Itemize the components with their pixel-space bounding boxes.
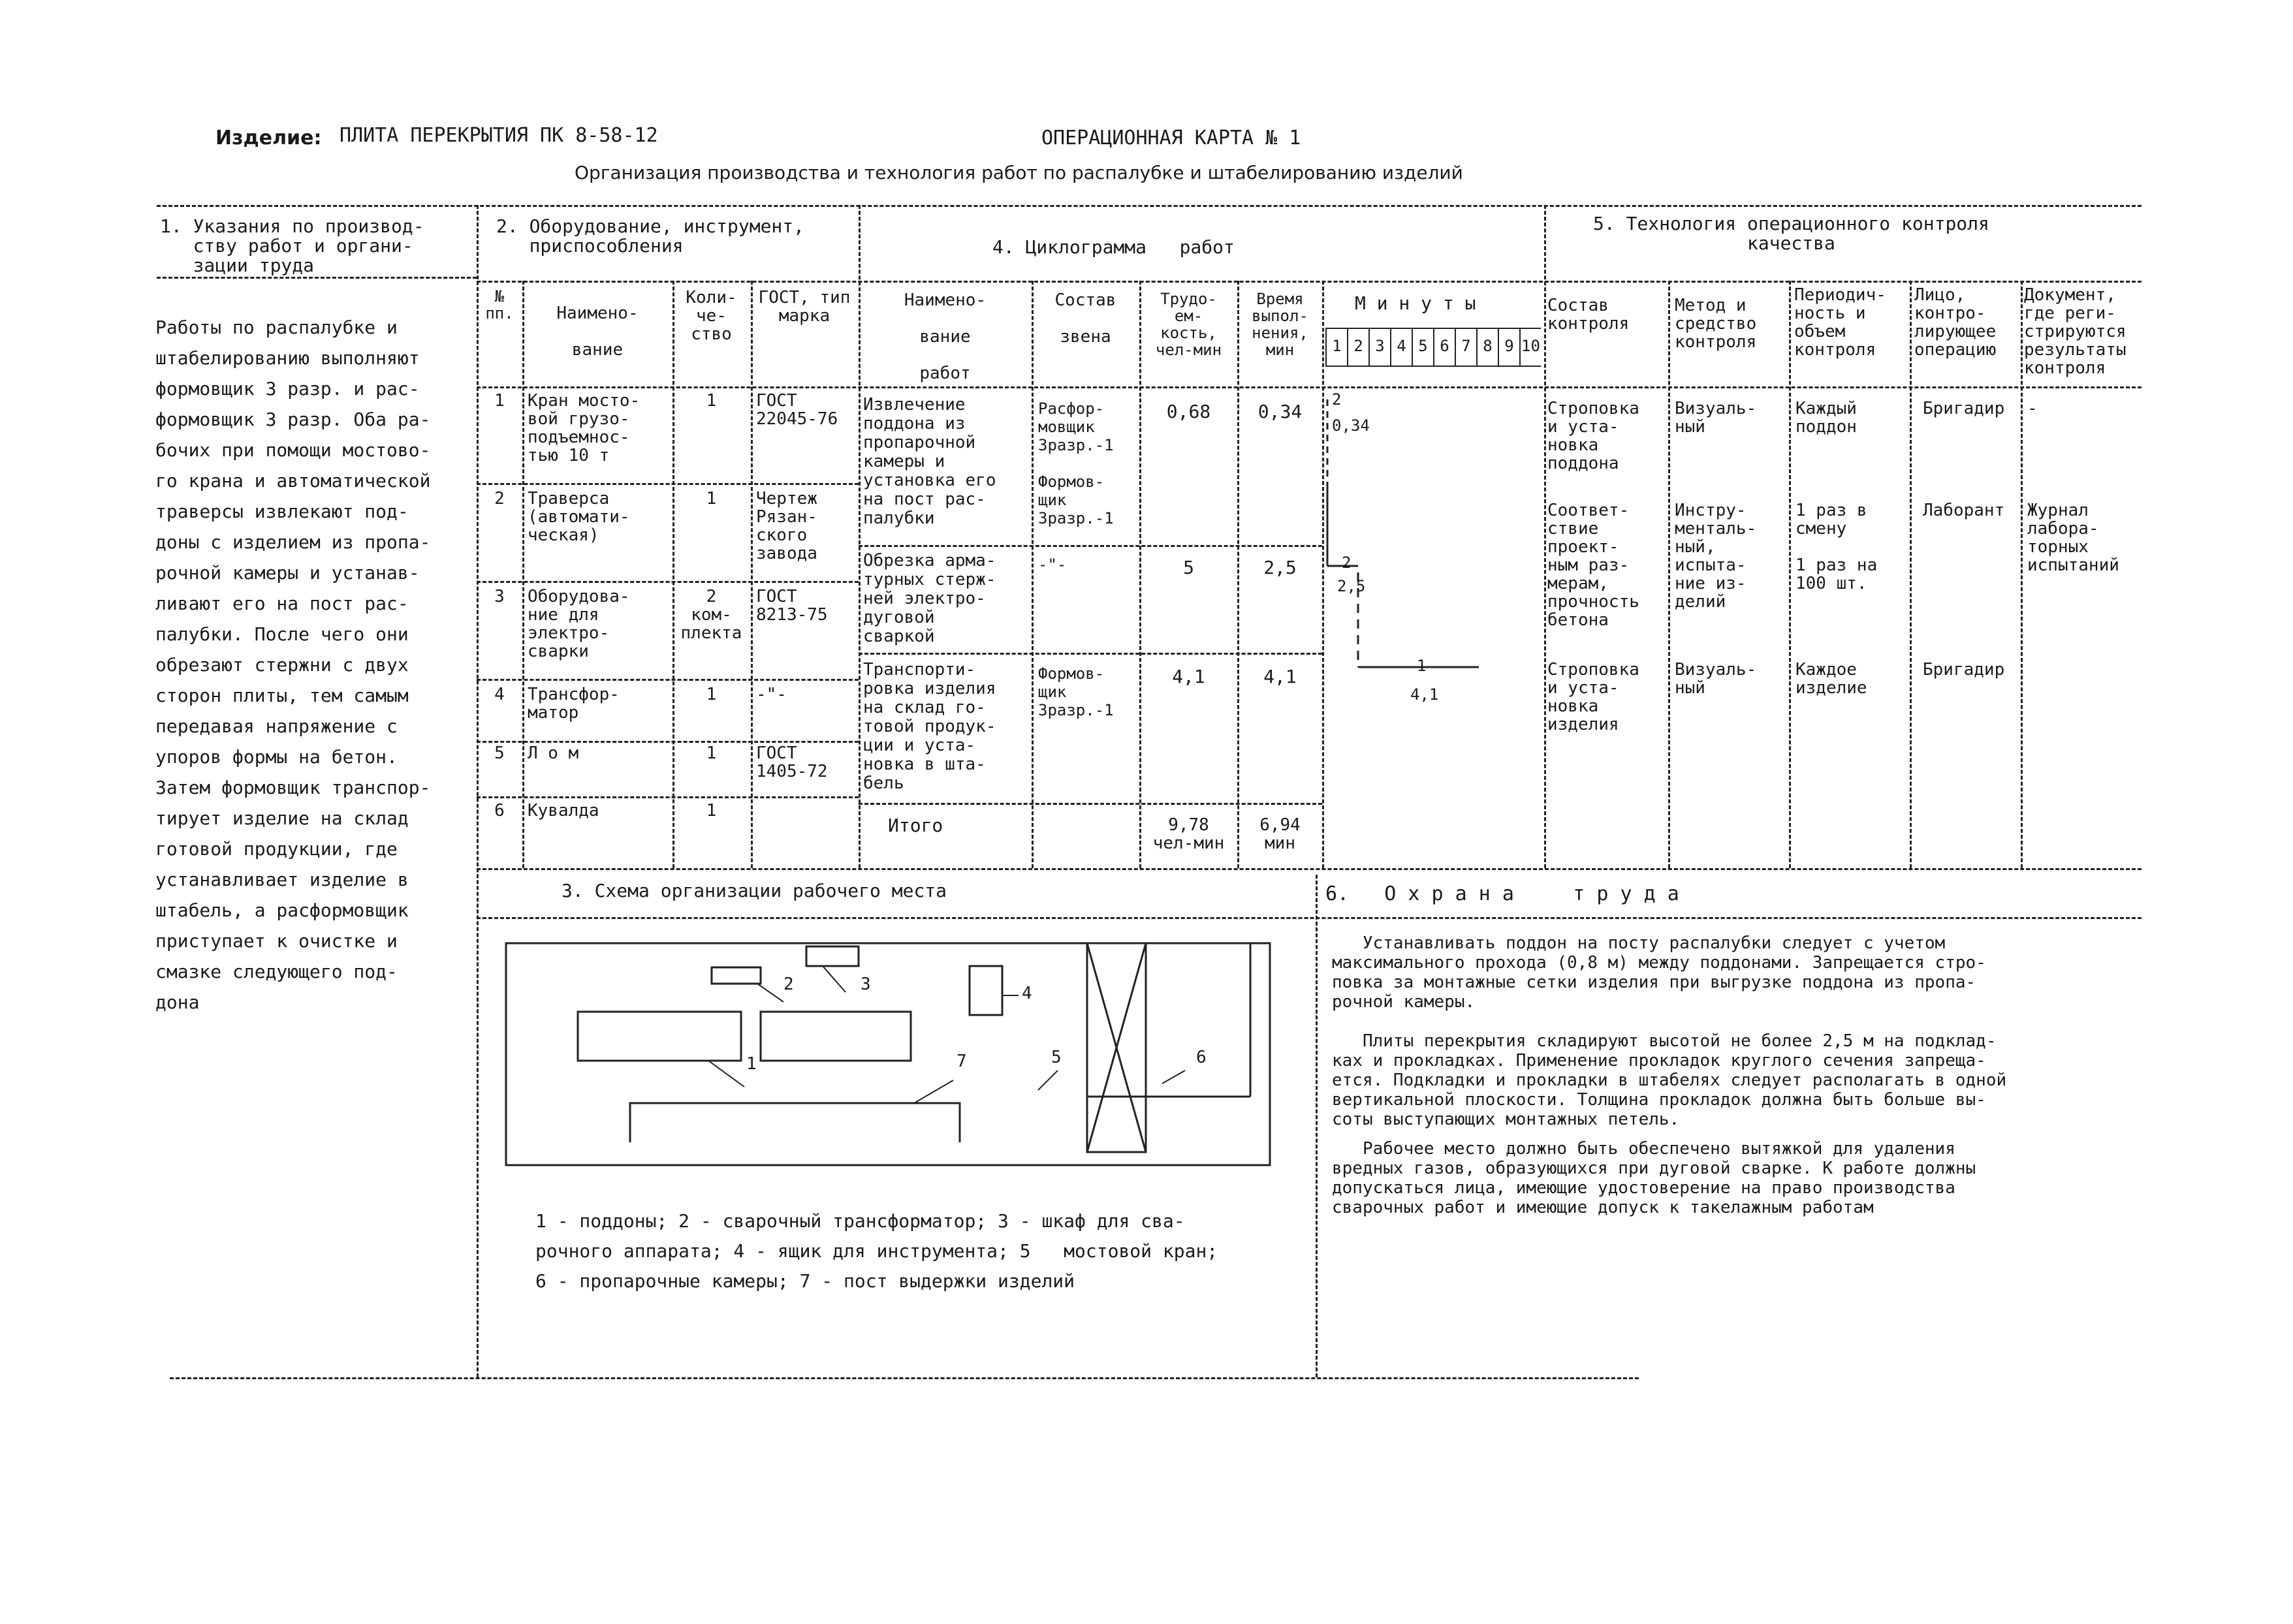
scheme-label-2: 2 xyxy=(783,975,794,994)
cyclo-row-labor: 5 xyxy=(1183,557,1194,578)
frame-bottom-line xyxy=(170,1377,1639,1379)
minute-tick: 2 xyxy=(1347,329,1368,366)
equip-row-divider xyxy=(477,796,859,798)
equip-row-num: 3 xyxy=(494,587,505,606)
cyclo-bar-3-duration: 4,1 xyxy=(1410,685,1439,704)
workplace-scheme xyxy=(483,920,1312,1377)
cyclo-row-labor: 4,1 xyxy=(1172,666,1205,687)
cyclo-row-time: 4,1 xyxy=(1263,666,1297,687)
minute-tick: 6 xyxy=(1433,329,1455,366)
cyclo-row-team: Формов- щик 3разр.-1 xyxy=(1038,664,1114,719)
equip-header-num: № пп. xyxy=(485,287,514,322)
minute-tick: 5 xyxy=(1412,329,1433,366)
quality-row-who: Бригадир xyxy=(1923,399,2005,418)
quality-row-period: Каждое изделие xyxy=(1795,660,1867,698)
quality-row-what: Соответ- ствие проект- ным раз- мерам, прочность бетона xyxy=(1547,501,1639,631)
product-label: Изделие: xyxy=(215,127,322,149)
card-title: ОПЕРАЦИОННАЯ КАРТА № 1 xyxy=(1041,127,1301,149)
minute-tick: 1 xyxy=(1325,329,1347,366)
quality-row-what: Строповка и уста- новка поддона xyxy=(1547,399,1639,474)
cyclo-total-labor: 9,78 чел-мин xyxy=(1152,815,1225,854)
frame-divider-s2 xyxy=(859,205,861,868)
equip-row-qty: 1 xyxy=(706,685,717,704)
quality-col-divider xyxy=(1668,281,1670,868)
cyclo-row-name: Обрезка арма- турных стерж- ней электро- дуговой сваркой xyxy=(863,551,996,646)
quality-header-period: Периодич- ность и объем контроля xyxy=(1794,285,1886,360)
quality-row-who: Лаборант xyxy=(1923,501,2005,520)
cyclo-row-divider xyxy=(859,803,1322,805)
cyclo-row-labor: 0,68 xyxy=(1166,401,1211,422)
safety-paragraph-3: Рабочее место должно быть обеспечено вытяжкой для удаления вредных газов, образующихся при дуговой сварке. К работе должны допускаться лица, имеющие удостоверение на право производства сварочных работ и имеющие допуск к такелажным работам xyxy=(1332,1139,1976,1217)
cyclo-bar-3-count: 1 xyxy=(1417,657,1427,675)
equip-row-num: 2 xyxy=(494,489,505,508)
equip-header-name: Наимено- вание xyxy=(556,304,639,360)
equip-col-divider xyxy=(672,281,674,868)
quality-col-divider xyxy=(1789,281,1791,868)
quality-col-divider xyxy=(2021,281,2023,868)
cyclo-row-time: 2,5 xyxy=(1263,557,1297,578)
cyclo-header-labor: Трудо- ем- кость, чел-мин xyxy=(1155,290,1222,359)
equip-row-name: Кран мосто- вой грузо- подъемнос- тью 10 т xyxy=(528,391,640,466)
minute-tick: 3 xyxy=(1368,329,1390,366)
quality-row-what: Строповка и уста- новка изделия xyxy=(1547,660,1639,735)
cyclo-row-name: Транспорти- ровка изделия на склад го- товой продук- ции и уста- новка в шта- бель xyxy=(863,660,996,793)
cyclo-row-team: Расфор- мовщик 3разр.-1 Формов- щик 3разр.-1 xyxy=(1038,399,1114,527)
quality-row-period: 1 раз в смену 1 раз на 100 шт. xyxy=(1795,501,1878,594)
quality-row-doc: - xyxy=(2027,399,2038,418)
quality-header-method: Метод и средство контроля xyxy=(1675,296,1757,352)
safety-paragraph-2: Плиты перекрытия складируют высотой не более 2,5 м на подклад- ках и прокладках. Применение прокладок круглого сечения запреща- ется. Подкладки и прокладки в штабелях следует располагать в одной вертикальной плоскости. Толщина прокладок должна быть больше вы- соты выступающих монтажных петель. xyxy=(1332,1031,2007,1129)
document-subtitle: Организация производства и технология работ по распалубке и штабелированию изделий xyxy=(575,162,1463,183)
scheme-label-1: 1 xyxy=(746,1054,757,1074)
equip-row-divider xyxy=(477,679,859,681)
minute-tick: 9 xyxy=(1498,329,1519,366)
quality-row-method: Инстру- менталь- ный, испыта- ние из- делий xyxy=(1675,501,1757,612)
work-instructions-text: Работы по распалубке и штабелированию выполняют формовщик 3 разр. и рас- формовщик 3 разр. Оба ра- бочих при помощи мостово- го крана и автоматической траверсы извлекают под- доны с изделием из пропа- рочной камеры и устанав- ливают его на пост рас- палубки. После чего они обрезают стержни с двух сторон плиты, тем самым передавая напряжение с упоров формы на бетон. Затем формовщик транспор- тирует изделие на склад готовой продукции, где устанавливает изделие в штабель, а расформовщик приступает к очистке и смазке следующего под- дона xyxy=(155,317,431,1013)
quality-row-who: Бригадир xyxy=(1923,660,2005,679)
minute-tick: 8 xyxy=(1476,329,1498,366)
scheme-label-4: 4 xyxy=(1022,984,1032,1003)
equip-row-num: 1 xyxy=(494,391,505,411)
equip-row-num: 5 xyxy=(494,743,505,763)
section-6-title: 6. О х р а н а т р у д а xyxy=(1325,882,1679,905)
cyclo-bar-2-duration: 2,5 xyxy=(1337,577,1366,595)
equip-row-name: Оборудова- ние для электро- сварки xyxy=(528,587,630,662)
equip-row-name: Траверса (автомати- ческая) xyxy=(528,489,630,546)
section-2-title: 2. Оборудование, инструмент, приспособления xyxy=(496,215,805,257)
equip-row-gost: -"- xyxy=(756,685,787,704)
equip-row-gost: ГОСТ 1405-72 xyxy=(756,743,828,782)
cyclo-row-divider xyxy=(859,545,1322,547)
product-name: ПЛИТА ПЕРЕКРЫТИЯ ПК 8-58-12 xyxy=(340,124,658,147)
equip-row-gost: Чертеж Рязан- ского завода xyxy=(756,489,817,564)
quality-col-divider xyxy=(1910,281,1912,868)
table-bottom-line xyxy=(477,868,2142,870)
section-5-title: 5. Технология операционного контроля качества xyxy=(1593,213,1989,255)
minute-scale xyxy=(1325,328,1541,367)
cyclo-row-name: Извлечение поддона из пропарочной камеры и установка его на пост рас- палубки xyxy=(863,395,996,528)
section-4-title: 4. Циклограмма работ xyxy=(992,236,1235,258)
cyclo-total-time: 6,94 мин xyxy=(1259,815,1301,854)
equip-col-divider xyxy=(751,281,753,868)
cyclo-row-team: -"- xyxy=(1038,555,1067,574)
cyclo-bar-1-count: 2 xyxy=(1332,390,1342,409)
minute-tick: 4 xyxy=(1390,329,1412,366)
equip-row-qty: 1 xyxy=(706,391,717,411)
equip-row-divider xyxy=(477,483,859,485)
quality-row-method: Визуаль- ный xyxy=(1675,660,1757,698)
equip-header-qty: Коли- че- ство xyxy=(686,288,737,345)
table-header-line xyxy=(477,281,2142,283)
scheme-label-5: 5 xyxy=(1051,1048,1062,1067)
minute-tick: 10 xyxy=(1519,329,1541,366)
quality-header-who: Лицо, контро- лирующее операцию xyxy=(1914,285,1997,360)
cyclo-bar-1-duration: 0,34 xyxy=(1332,416,1370,435)
equip-header-gost: ГОСТ, тип марка xyxy=(758,288,851,326)
equip-row-num: 6 xyxy=(494,801,505,820)
frame-divider-s1 xyxy=(477,205,479,1377)
equip-row-qty: 2 ком- плекта xyxy=(680,587,742,644)
equip-row-qty: 1 xyxy=(706,743,717,763)
cyclo-header-minutes: М и н у т ы xyxy=(1355,292,1476,314)
quality-header-doc: Документ, где реги- стрируются результаты контроля xyxy=(2024,285,2127,379)
quality-header-what: Состав контроля xyxy=(1547,296,1630,334)
equip-row-name: Кувалда xyxy=(528,801,599,820)
cyclo-total-label: Итого xyxy=(888,815,943,836)
frame-divider-s3 xyxy=(1316,875,1318,1377)
frame-top-line xyxy=(157,205,2142,207)
quality-row-doc: Журнал лабора- торных испытаний xyxy=(2027,501,2119,576)
scheme-label-7: 7 xyxy=(957,1052,967,1071)
section-1-title: 1. Указания по производ- ству работ и органи- зации труда xyxy=(160,215,424,277)
cyclo-row-time: 0,34 xyxy=(1257,401,1303,422)
equip-row-gost: ГОСТ 8213-75 xyxy=(756,587,828,625)
cyclo-header-team: Состав звена xyxy=(1054,290,1116,347)
table-subheader-line xyxy=(477,386,2142,388)
equip-row-qty: 1 xyxy=(706,489,717,508)
scheme-legend: 1 - поддоны; 2 - сварочный трансформатор; 3 - шкаф для сва- рочного аппарата; 4 - ящик для инструмента; 5 мостовой кран; 6 - пропарочные камеры; 7 - пост выдержки изделий xyxy=(535,1210,1218,1292)
equip-row-num: 4 xyxy=(494,685,505,704)
minute-tick: 7 xyxy=(1455,329,1476,366)
equip-row-divider xyxy=(477,581,859,583)
section-3-title: 3. Схема организации рабочего места xyxy=(561,880,947,901)
s1-header-bottom-line xyxy=(157,277,477,279)
cyclo-bar-2-count: 2 xyxy=(1342,554,1352,572)
scheme-label-3: 3 xyxy=(861,975,871,994)
equip-row-name: Л о м xyxy=(528,743,579,763)
cyclo-row-divider xyxy=(859,653,1322,655)
cyclogram-chart xyxy=(1322,386,1544,869)
cyclo-header-time: Время выпол- нения, мин xyxy=(1252,290,1308,359)
equip-col-divider xyxy=(522,281,524,868)
cyclo-header-name: Наимено- вание работ xyxy=(904,290,987,384)
equip-row-divider xyxy=(477,741,859,743)
quality-row-method: Визуаль- ный xyxy=(1675,399,1757,437)
scheme-label-6: 6 xyxy=(1196,1048,1207,1067)
equip-row-qty: 1 xyxy=(706,801,717,820)
section3-header-line xyxy=(477,917,2142,919)
safety-paragraph-1: Устанавливать поддон на посту распалубки следует с учетом максимального прохода (0,8 м) между поддонами. Запрещается стро- повка за монтажные сетки изделия при выгрузке поддона из пропа- рочной камеры. xyxy=(1332,933,1986,1012)
quality-row-period: Каждый поддон xyxy=(1795,399,1857,437)
equip-row-name: Трансфор- матор xyxy=(528,685,620,723)
frame-divider-s4 xyxy=(1544,205,1546,868)
cyclo-col-divider xyxy=(1032,281,1034,868)
equip-row-gost: ГОСТ 22045-76 xyxy=(756,391,838,429)
